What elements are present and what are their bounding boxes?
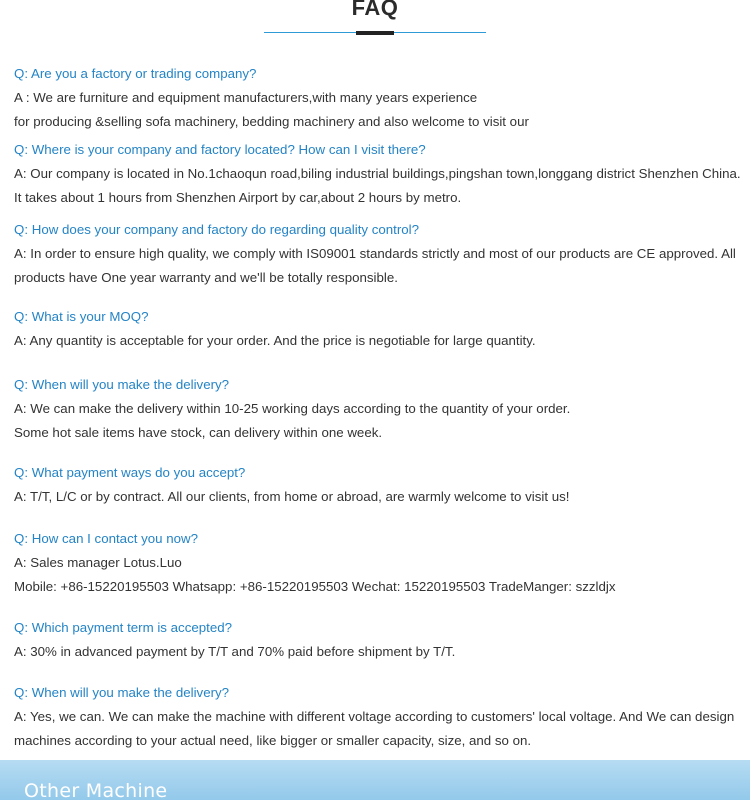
faq-question-delivery-voltage: Q: When will you make the delivery? [14,685,230,700]
faq-answer-line: It takes about 1 hours from Shenzhen Airport by car,about 2 hours by metro. [14,190,462,205]
faq-question-contact: Q: How can I contact you now? [14,531,199,546]
faq-answer-line: A: We can make the delivery within 10-25 working days according to the quantity of your order. [14,401,571,416]
faq-answer-line: A: Any quantity is acceptable for your order. And the price is negotiable for large quantity. [14,333,536,348]
faq-answer-paragraph: A: Yes, we can. We can make the machine with different voltage according to customers' local voltage. And We can design machines according to your actual need, like bigger or smaller capacity, size, and so on. [14,709,735,748]
faq-question-factory-or-trading: Q: Are you a factory or trading company? [14,66,257,81]
faq-answer-line: A: Our company is located in No.1chaoqun road,biling industrial buildings,pingshan town,longgang district Shenzhen China. [14,166,741,181]
faq-question-location: Q: Where is your company and factory located? How can I visit there? [14,142,426,157]
faq-question-payment-term: Q: Which payment term is accepted? [14,620,233,635]
faq-title: FAQ [351,0,399,20]
faq-question-moq: Q: What is your MOQ? [14,309,149,324]
other-machine-heading: Other Machine [24,780,168,802]
faq-answer-line: A: Sales manager Lotus.Luo [14,555,182,570]
faq-question-delivery: Q: When will you make the delivery? [14,377,230,392]
faq-answer-line: Some hot sale items have stock, can delivery within one week. [14,425,383,440]
title-accent-bar [356,31,394,35]
faq-answer-line: A: 30% in advanced payment by T/T and 70% paid before shipment by T/T. [14,644,456,659]
faq-answer-line: A : We are furniture and equipment manufacturers,with many years experience [14,90,478,105]
faq-question-payment-ways: Q: What payment ways do you accept? [14,465,246,480]
faq-answer-line: Mobile: +86-15220195503 Whatsapp: +86-15220195503 Wechat: 15220195503 TradeManger: szzldjx [14,579,616,594]
faq-question-quality-control: Q: How does your company and factory do regarding quality control? [14,222,420,237]
other-machine-banner [0,760,750,800]
faq-answer-paragraph: A: In order to ensure high quality, we comply with IS09001 standards strictly and most of our products are CE approved. All products have One year warranty and we'll be totally responsible. [14,246,736,285]
faq-answer-line: for producing &selling sofa machinery, bedding machinery and also welcome to visit our [14,114,529,129]
faq-answer-line: A: T/T, L/C or by contract. All our clients, from home or abroad, are warmly welcome to visit us! [14,489,570,504]
